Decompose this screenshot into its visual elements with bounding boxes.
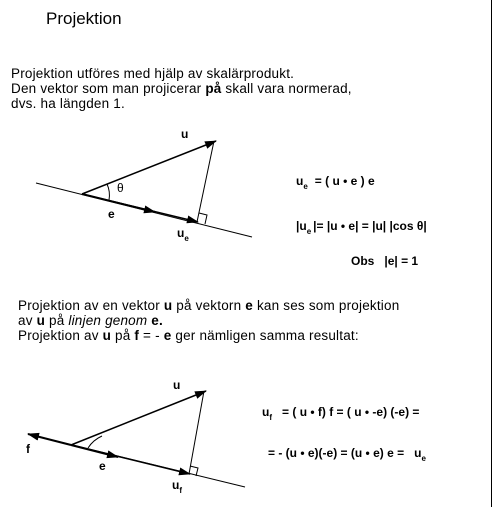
second-line-3 xyxy=(18,328,359,343)
fig1-label-ue-base: u xyxy=(177,226,185,240)
fig1-vector-u xyxy=(82,141,216,194)
formula-ue-sub: e xyxy=(303,182,308,191)
intro-line-2 xyxy=(11,81,352,96)
second-line-2-italic: linjen genom xyxy=(68,313,148,328)
formula-obs-value: |e| = 1 xyxy=(384,254,419,268)
formula-ue-rhs: = ( u • e ) e xyxy=(314,174,375,188)
fig1-angle-arc xyxy=(107,184,109,200)
fig2-vector-u xyxy=(71,391,206,445)
second-line-3-u: u xyxy=(102,328,115,343)
second-line-1-e: e xyxy=(245,298,253,313)
fig2-label-uf xyxy=(172,478,183,495)
formula-ue-base: u xyxy=(296,174,304,188)
second-line-1-post: kan ses som projektion xyxy=(253,298,400,313)
fig2-vector-f xyxy=(28,434,71,445)
fig1-label-ue-sub: e xyxy=(184,234,189,243)
intro-line-2-pre: Den vektor som man projicerar xyxy=(11,81,206,96)
formula-uf-rhs: = ( u • f) f = ( u • -e) (-e) = xyxy=(282,405,420,419)
second-line-2-e: e. xyxy=(147,313,163,328)
formula-uf-line2-text: = - (u • e)(-e) = (u • e) e = xyxy=(268,446,405,460)
formula-abs-lhs: |u xyxy=(296,219,307,233)
fig2-label-f: f xyxy=(26,442,30,456)
second-line-2-u: u xyxy=(36,313,46,328)
intro-line-2-bold: på xyxy=(205,81,222,96)
fig1-label-e: e xyxy=(108,207,115,221)
second-line-3-eq: = - xyxy=(139,328,164,343)
fig1-perpendicular xyxy=(197,141,214,222)
formula-uf-base: u xyxy=(262,405,270,419)
second-line-1 xyxy=(18,298,399,313)
formula-abs-rest: |= |u • e| = |u| |cos θ| xyxy=(313,219,427,233)
second-line-2-mid: på xyxy=(45,313,69,328)
formula-uf-sub: f xyxy=(269,413,273,422)
intro-line-3: dvs. ha längden 1. xyxy=(11,96,125,111)
fig2-label-uf-base: u xyxy=(172,478,180,492)
formula-uf-line2-ue-base: u xyxy=(414,446,422,460)
page-title: Projektion xyxy=(46,9,122,28)
fig1-label-ue xyxy=(177,226,189,243)
second-line-1-u: u xyxy=(163,298,173,313)
intro-line-1: Projektion utföres med hjälp av skalärprodukt. xyxy=(11,66,295,81)
second-line-1-mid: på vektorn xyxy=(172,298,246,313)
second-line-3-e: e xyxy=(163,328,172,343)
fig1-label-theta: θ xyxy=(117,181,124,195)
formula-obs xyxy=(351,254,418,268)
second-line-3-mid: på xyxy=(115,328,135,343)
second-line-3-pre: Projektion av xyxy=(18,328,103,343)
fig2-label-u: u xyxy=(173,378,181,392)
fig1-vector-ue xyxy=(82,194,198,222)
fig2-perpendicular xyxy=(189,391,204,474)
formula-uf-line2-ue-sub: e xyxy=(421,454,426,463)
fig1-label-u: u xyxy=(181,127,189,141)
second-line-3-f: f xyxy=(134,328,140,343)
fig2-label-e: e xyxy=(99,459,106,473)
second-line-1-pre: Projektion av en vektor xyxy=(18,298,164,313)
second-line-3-post: ger nämligen samma resultat: xyxy=(171,328,359,343)
fig2-vector-uf xyxy=(71,445,190,474)
second-line-2-pre: av xyxy=(18,313,37,328)
formula-obs-label: Obs xyxy=(351,254,375,268)
fig2-label-uf-sub: f xyxy=(179,486,183,495)
formula-uf-line2 xyxy=(268,446,426,463)
fig1-right-angle-mark xyxy=(199,213,207,224)
formula-abs xyxy=(296,219,427,236)
formula-ue xyxy=(296,174,375,191)
formula-abs-sub: e xyxy=(306,227,312,236)
formula-uf xyxy=(262,405,420,422)
intro-line-2-post: skall vara normerad, xyxy=(221,81,352,96)
second-line-2 xyxy=(18,313,163,328)
page-right-border xyxy=(491,0,492,507)
